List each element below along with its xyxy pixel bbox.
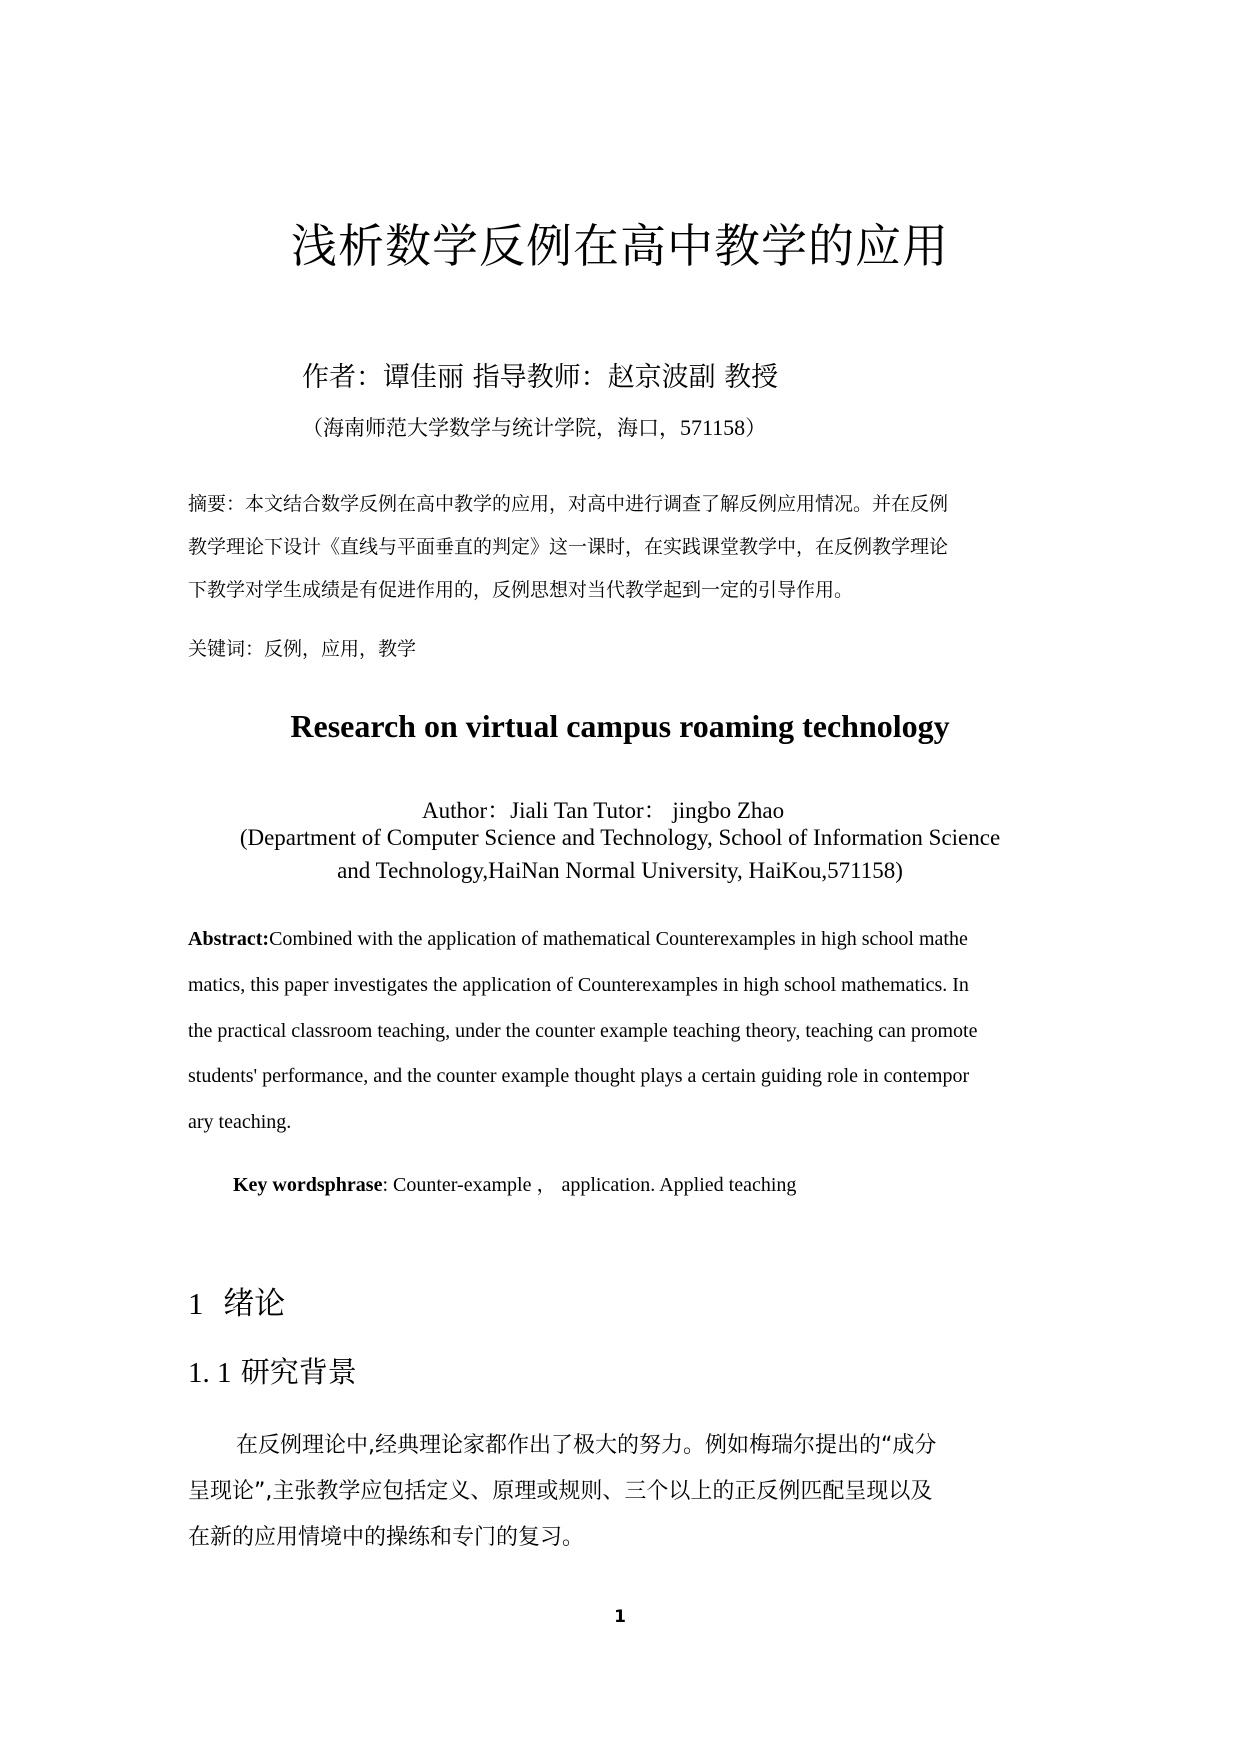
affiliation-english-line: (Department of Computer Science and Technology, School of Information Science [239, 825, 1001, 850]
abstract-cn-line: 摘要：本文结合数学反例在高中教学的应用，对高中进行调查了解反例应用情况。并在反例 [188, 493, 949, 515]
affiliation-postcode: 571158 [680, 415, 746, 440]
author-english: Author：Jiali Tan Tutor： jingbo Zhao [422, 798, 785, 823]
body-line: 在新的应用情境中的操练和专门的复习。 [188, 1525, 585, 1550]
keywords-label: Key wordsphrase [233, 1174, 383, 1196]
abstract-en-line: Abstract:Combined with the application of mathematical Counterexamples in high school mathe [188, 928, 968, 950]
section-heading-1-1: 1. 1 研究背景 [188, 1355, 357, 1389]
affiliation-suffix: ） [745, 416, 767, 440]
abstract-label: Abstract: [188, 928, 270, 950]
keywords-chinese: 关键词：反例，应用，教学 [188, 638, 417, 660]
paper-title-english: Research on virtual campus roaming technology [290, 708, 950, 744]
abstract-en-line: ary teaching. [188, 1111, 292, 1133]
body-line: 在反例理论中,经典理论家都作出了极大的努力。例如梅瑞尔提出的“成分 [236, 1433, 937, 1458]
abstract-en-line: matics, this paper investigates the application of Counterexamples in high school mathematics. In [188, 974, 969, 996]
body-line: 呈现论”,主张教学应包括定义、原理或规则、三个以上的正反例匹配呈现以及 [188, 1479, 933, 1504]
authors-chinese: 作者：谭佳丽 指导教师：赵京波副 教授 [302, 362, 779, 393]
section-heading-1: 1 绪论 [188, 1286, 286, 1322]
affiliation-prefix: （海南师范大学数学与统计学院，海口， [302, 416, 680, 440]
abstract-cn-line: 教学理论下设计《直线与平面垂直的判定》这一课时，在实践课堂教学中，在反例教学理论 [188, 536, 949, 558]
affiliation-chinese [302, 412, 766, 442]
abstract-en-line: students' performance, and the counter example thought plays a certain guiding role in contempor [188, 1065, 970, 1087]
paper-title-chinese: 浅析数学反例在高中教学的应用 [291, 219, 949, 273]
page-number: 1 [614, 1607, 626, 1627]
affiliation-english-line: and Technology,HaiNan Normal University, HaiKou,571158) [337, 858, 903, 883]
keywords-english: Key wordsphrase: Counter-example ， application. Applied teaching [233, 1174, 797, 1196]
abstract-en-line: the practical classroom teaching, under the counter example teaching theory, teaching can promote [188, 1020, 978, 1042]
abstract-cn-line: 下教学对学生成绩是有促进作用的，反例思想对当代教学起到一定的引导作用。 [188, 579, 854, 601]
